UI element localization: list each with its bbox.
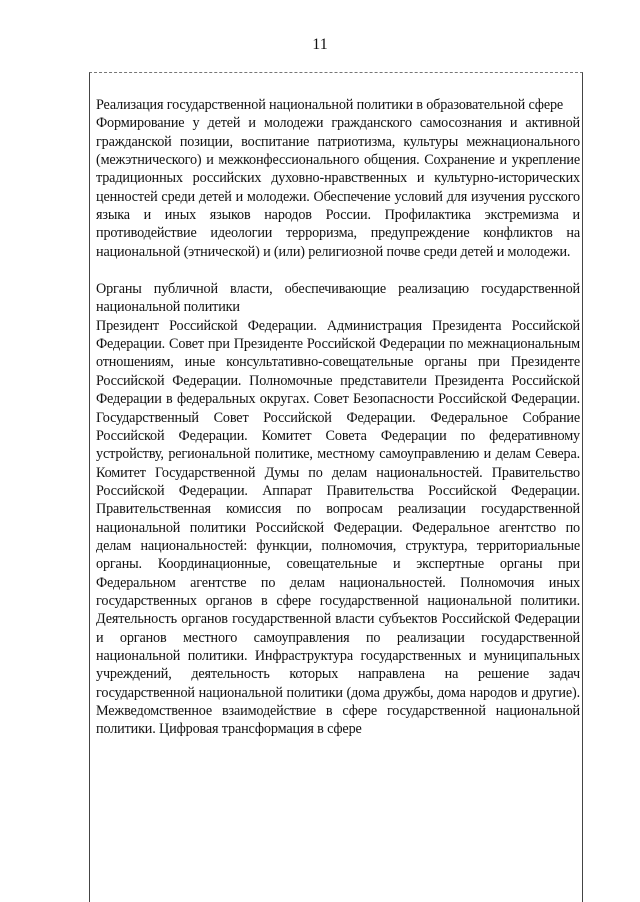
- section-authorities-heading: Органы публичной власти, обеспечивающие реализацию государственной национальной политики: [96, 281, 580, 316]
- page-number: 11: [312, 36, 328, 53]
- section-authorities: [96, 280, 580, 739]
- section-education-heading: Реализация государственной национальной политики в образовательной сфере: [96, 97, 564, 113]
- section-spacer: [96, 261, 580, 280]
- section-education: [96, 96, 580, 261]
- section-authorities-body: Президент Российской Федерации. Администрация Президента Российской Федерации. Совет при Президенте Российской Федерации по межнациональным отношениям, иные консультативно-совещательные органы при Президенте Российской Федерации. Полномочные представители Президента Российской Федерации в федеральных округах. Совет Безопасности Российской Федерации. Государственный Совет Российской Федерации. Федеральное Собрание Российской Федерации. Комитет Совета Федерации по федеративному устройству, региональной политике, местному самоуправлению и делам Севера. Комитет Государственной Думы по делам национальностей. Правительство Российской Федерации. Аппарат Правительства Российской Федерации. Правительственная комиссия по вопросам реализации государственной национальной политики Российской Федерации. Федеральное агентство по делам национальностей: функции, полномочия, структура, территориальные органы. Координационные, совещательные и экспертные органы при Федеральном агентстве по делам национальностей. Полномочия иных государственных органов в сфере государственной национальной политики. Деятельность органов государственной власти субъектов Российской Федерации и органов местного самоуправления по реализации государственной национальной политики. Инфраструктура государственных и муниципальных учреждений, деятельность которых направлена на решение задач государственной национальной политики (дома дружбы, дома народов и другие). Межведомственное взаимодействие в сфере государственной национальной политики. Цифровая трансформация в сфере: [96, 317, 580, 738]
- document-content: [96, 96, 580, 739]
- section-education-body: Формирование у детей и молодежи гражданского самосознания и активной гражданской позиции, воспитание патриотизма, культуры межнационального (межэтнического) и межконфессионального общения. Сохранение и укрепление традиционных российских духовно-нравственных и культурно-исторических ценностей среди детей и молодежи. Обеспечение условий для изучения русского языка и иных языков народов России. Профилактика экстремизма и противодействие идеологии терроризма, предупреждение конфликтов на национальной (этнической) и (или) религиозной почве среди детей и молодежи.: [96, 115, 580, 260]
